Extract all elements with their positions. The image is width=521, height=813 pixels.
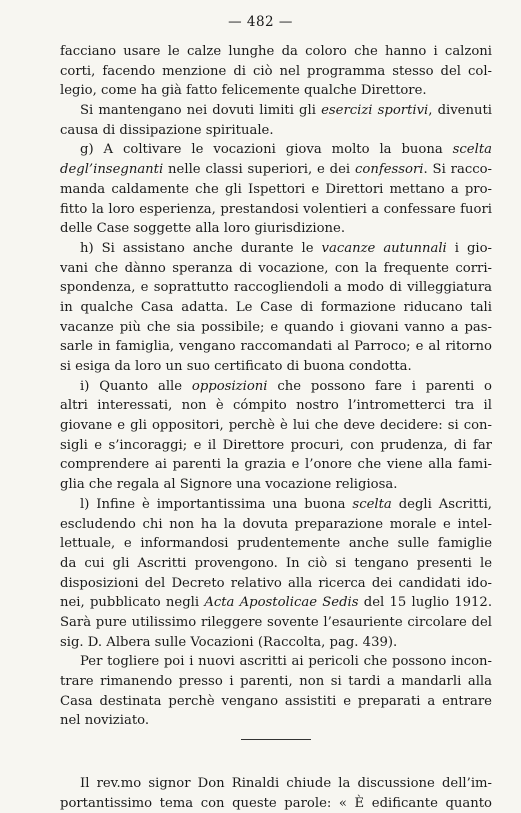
text-line: causa di dissipazione spirituale. xyxy=(60,122,274,138)
text-line: trare rimanendo presso i parenti, non si tardi a mandarli alla xyxy=(60,674,492,689)
text-line: corti, facendo menzione di ciò nel programma stesso del col- xyxy=(60,63,492,79)
text-line: portantissimo tema con queste parole: « È edificante quanto xyxy=(60,795,492,811)
text-line: l) Infine è importantissima una buona scelta degli Ascritti, xyxy=(80,496,492,512)
text-line: comprendere ai parenti la grazia e l’onore che viene alla fami- xyxy=(60,457,492,473)
text-line: manda caldamente che gli Ispettori e Direttori mettano a pro- xyxy=(60,181,492,197)
section-divider xyxy=(241,739,311,740)
text-line: giovane e gli oppositori, perchè è lui che deve decidere: si con- xyxy=(60,418,492,434)
text-line: si esiga da loro un suo certificato di buona condotta. xyxy=(60,359,412,374)
text-line: Sarà pure utilissimo rileggere sovente l’esauriente circolare del xyxy=(60,614,492,630)
text-line: nel noviziato. xyxy=(60,713,150,729)
text-line: vacanze più che sia possibile; e quando i giovani vanno a pas- xyxy=(60,319,492,335)
text-line: Per togliere poi i nuovi ascritti ai pericoli che possono incon- xyxy=(80,654,492,670)
text-line: disposizioni del Decreto relativo alla ricerca dei candidati ido- xyxy=(60,575,492,591)
text-line: nei, pubblicato negli Acta Apostolicae Sedis del 15 luglio 1912. xyxy=(60,595,492,611)
text-line: Casa destinata perchè vengano assistiti e preparati a entrare xyxy=(60,693,492,709)
text-line: legio, come ha già fatto felicemente qualche Direttore. xyxy=(60,83,427,99)
text-line: facciano usare le calze lunghe da coloro che hanno i calzoni xyxy=(60,44,492,59)
text-line: delle Case soggette alla loro giurisdizione. xyxy=(60,221,346,237)
text-line: da cui gli Ascritti provengono. In ciò si tengano presenti le xyxy=(60,555,492,571)
main-paragraphs xyxy=(60,42,492,731)
closing-paragraph xyxy=(60,774,492,813)
text-line: sarle in famiglia, vengano raccomandati al Parroco; e al ritorno xyxy=(60,339,492,355)
body-text xyxy=(60,42,492,813)
text-line: lettuale, e informandosi prudentemente anche sulle famiglie xyxy=(60,536,492,552)
text-line: sig. D. Albera sulle Vocazioni (Raccolta, pag. 439). xyxy=(60,634,398,650)
text-line: vani che dànno speranza di vocazione, con la frequente corri- xyxy=(60,260,492,276)
text-line: h) Si assistano anche durante le vacanze autunnali i gio- xyxy=(80,240,492,256)
text-line: in qualche Casa adatta. Le Case di formazione riducano tali xyxy=(60,299,492,315)
text-line: fitto la loro esperienza, prestandosi volentieri a confessare fuori xyxy=(60,201,492,217)
text-line: i) Quanto alle opposizioni che possono fare i parenti o xyxy=(80,378,492,394)
page-number: — 482 — xyxy=(228,14,293,30)
text-line: Il rev.mo signor Don Rinaldi chiude la discussione dell’im- xyxy=(80,776,492,792)
text-line: glia che regala al Signore una vocazione religiosa. xyxy=(60,477,398,493)
text-line: spondenza, e soprattutto raccogliendoli a modo di villeggiatura xyxy=(60,280,492,296)
text-line: g) A coltivare le vocazioni giova molto la buona scelta xyxy=(80,142,492,158)
text-line: escludendo chi non ha la dovuta preparazione morale e intel- xyxy=(60,516,492,532)
text-line: sigli e s’incoraggi; e il Direttore procuri, con prudenza, di far xyxy=(60,437,492,453)
text-line: degl’insegnanti nelle classi superiori, e dei confessori. Si racco- xyxy=(60,162,492,178)
text-line: Si mantengano nei dovuti limiti gli esercizi sportivi, divenuti xyxy=(80,103,492,119)
text-line: altri interessati, non è cómpito nostro l’intrometterci tra il xyxy=(60,398,492,414)
